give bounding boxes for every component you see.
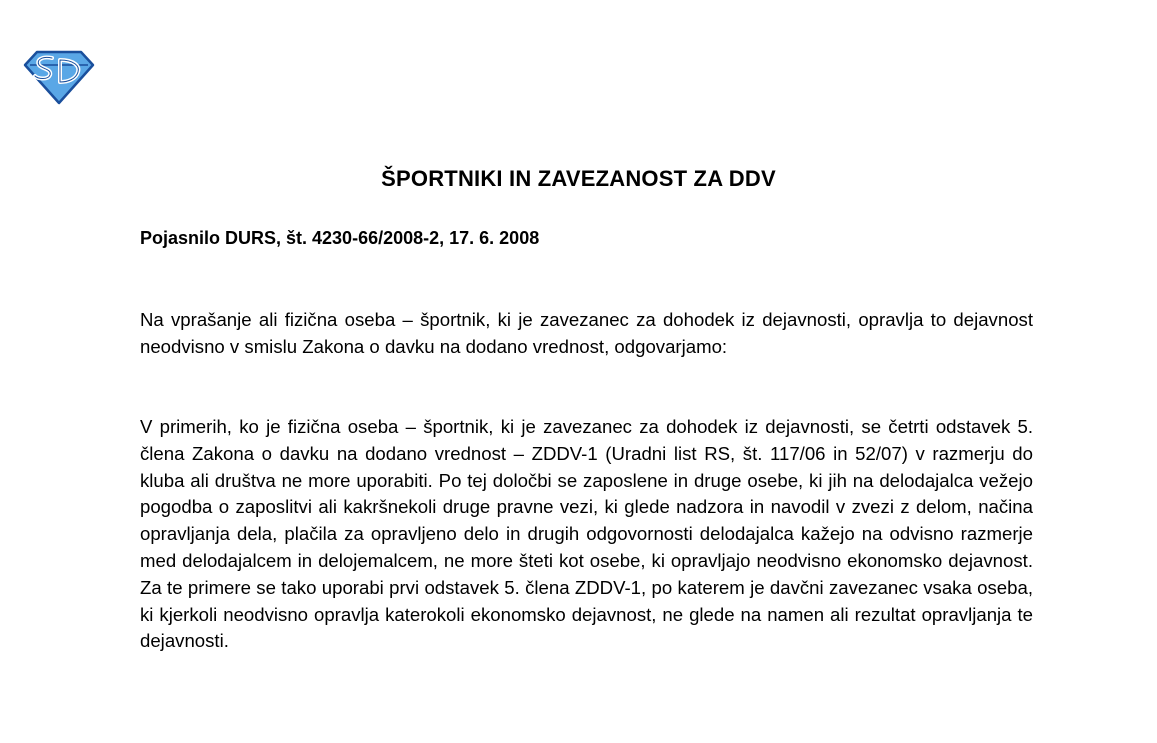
- paragraph-answer: V primerih, ko je fizična oseba – športnik, ki je zavezanec za dohodek iz dejavnosti, se četrti odstavek 5. člena Zakona o davku na dodano vrednost – ZDDV-1 (Uradni list RS, št. 117/06 in 52/07) v razmerju do kluba ali društva ne more uporabiti. Po tej določbi se zaposlene in druge osebe, ki jih na delodajalca vežejo pogodba o zaposlitvi ali kakršnekoli druge pravne vezi, ki glede nadzora in navodil v zvezi z delom, načina opravljanja dela, plačila za opravljeno delo in drugih odgovornosti delodajalca kažejo na odvisno razmerje med delodajalcem in delojemalcem, ne more šteti kot osebe, ki opravljajo neodvisno ekonomsko dejavnost. Za te primere se tako uporabi prvi odstavek 5. člena ZDDV-1, po katerem je davčni zavezanec vsaka oseba, ki kjerkoli neodvisno opravlja katerokoli ekonomsko dejavnost, ne glede na namen ali rezultat opravljanja te dejavnosti.: [140, 416, 1033, 652]
- sd-logo-icon: [22, 48, 96, 106]
- paragraph-question: Na vprašanje ali fizična oseba – športnik, ki je zavezanec za dohodek iz dejavnosti, opravlja to dejavnost neodvisno v smislu Zakona o davku na dodano vrednost, odgovarjamo:: [140, 309, 1033, 357]
- document-title: ŠPORTNIKI IN ZAVEZANOST ZA DDV: [381, 166, 776, 191]
- document-subtitle: Pojasnilo DURS, št. 4230-66/2008-2, 17. 6. 2008: [140, 228, 540, 248]
